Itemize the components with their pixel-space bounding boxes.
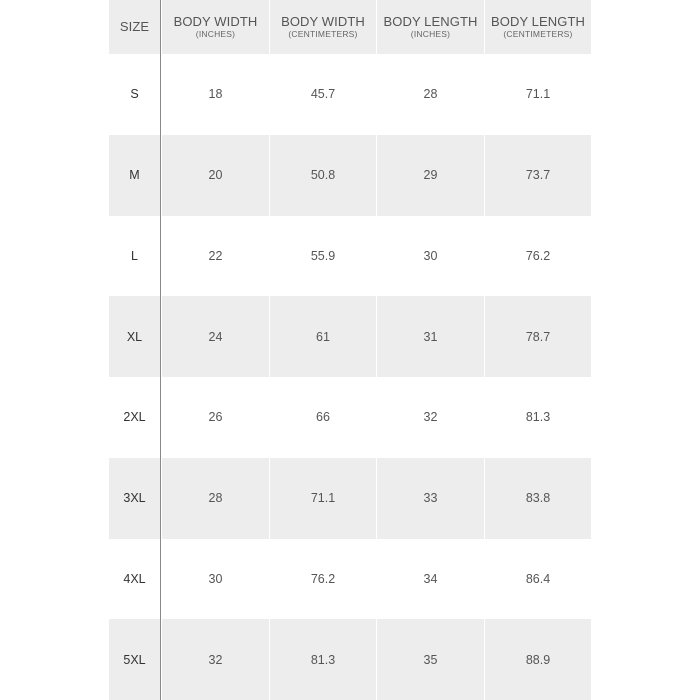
row-l-body-width-inches: 22 [161,216,269,297]
row-l-body-width-cm: 55.9 [269,216,376,297]
row-2xl-body-length-inches: 32 [376,377,484,458]
row-3xl-body-length-cm: 83.8 [484,458,591,539]
row-l-body-length-cm: 76.2 [484,216,591,297]
row-2xl-body-width-cm: 66 [269,377,376,458]
row-2xl-body-width-inches: 26 [161,377,269,458]
row-5xl-body-length-cm: 88.9 [484,619,591,700]
header-body-length-cm [484,0,591,54]
row-4xl-body-width-cm: 76.2 [269,539,376,620]
row-m-size: M [109,135,161,216]
row-5xl-body-length-inches: 35 [376,619,484,700]
size-chart-table [109,0,591,700]
row-4xl-body-length-cm: 86.4 [484,539,591,620]
row-4xl-size: 4XL [109,539,161,620]
row-4xl-body-width-inches: 30 [161,539,269,620]
row-5xl-body-width-cm: 81.3 [269,619,376,700]
header-body-length-inches [376,0,484,54]
row-2xl-size: 2XL [109,377,161,458]
row-m-body-length-cm: 73.7 [484,135,591,216]
row-s-body-length-inches: 28 [376,54,484,135]
row-m-body-length-inches: 29 [376,135,484,216]
row-xl-body-width-inches: 24 [161,296,269,377]
row-5xl-body-width-inches: 32 [161,619,269,700]
row-3xl-body-width-cm: 71.1 [269,458,376,539]
header-body-width-inches-unit: (INCHES) [195,28,236,39]
header-body-width-inches [161,0,269,54]
row-3xl-body-length-inches: 33 [376,458,484,539]
row-2xl-body-length-cm: 81.3 [484,377,591,458]
row-s-size: S [109,54,161,135]
row-m-body-width-inches: 20 [161,135,269,216]
header-body-length-inches-unit: (INCHES) [410,28,451,39]
row-xl-body-width-cm: 61 [269,296,376,377]
row-xl-body-length-cm: 78.7 [484,296,591,377]
header-body-width-cm-unit: (CENTIMETERS) [288,28,358,39]
row-m-body-width-cm: 50.8 [269,135,376,216]
row-l-body-length-inches: 30 [376,216,484,297]
row-xl-size: XL [109,296,161,377]
row-5xl-size: 5XL [109,619,161,700]
header-size [109,0,161,54]
row-l-size: L [109,216,161,297]
row-s-body-length-cm: 71.1 [484,54,591,135]
header-body-length-cm-title: BODY LENGTH [490,14,586,30]
header-body-width-cm-title: BODY WIDTH [281,14,365,30]
row-xl-body-length-inches: 31 [376,296,484,377]
row-s-body-width-inches: 18 [161,54,269,135]
header-body-width-cm [269,0,376,54]
row-3xl-body-width-inches: 28 [161,458,269,539]
row-s-body-width-cm: 45.7 [269,54,376,135]
row-3xl-size: 3XL [109,458,161,539]
row-4xl-body-length-inches: 34 [376,539,484,620]
header-size-title: SIZE [119,19,150,35]
header-body-length-cm-unit: (CENTIMETERS) [503,28,573,39]
header-body-width-inches-title: BODY WIDTH [173,14,258,30]
header-body-length-inches-title: BODY LENGTH [383,14,478,30]
